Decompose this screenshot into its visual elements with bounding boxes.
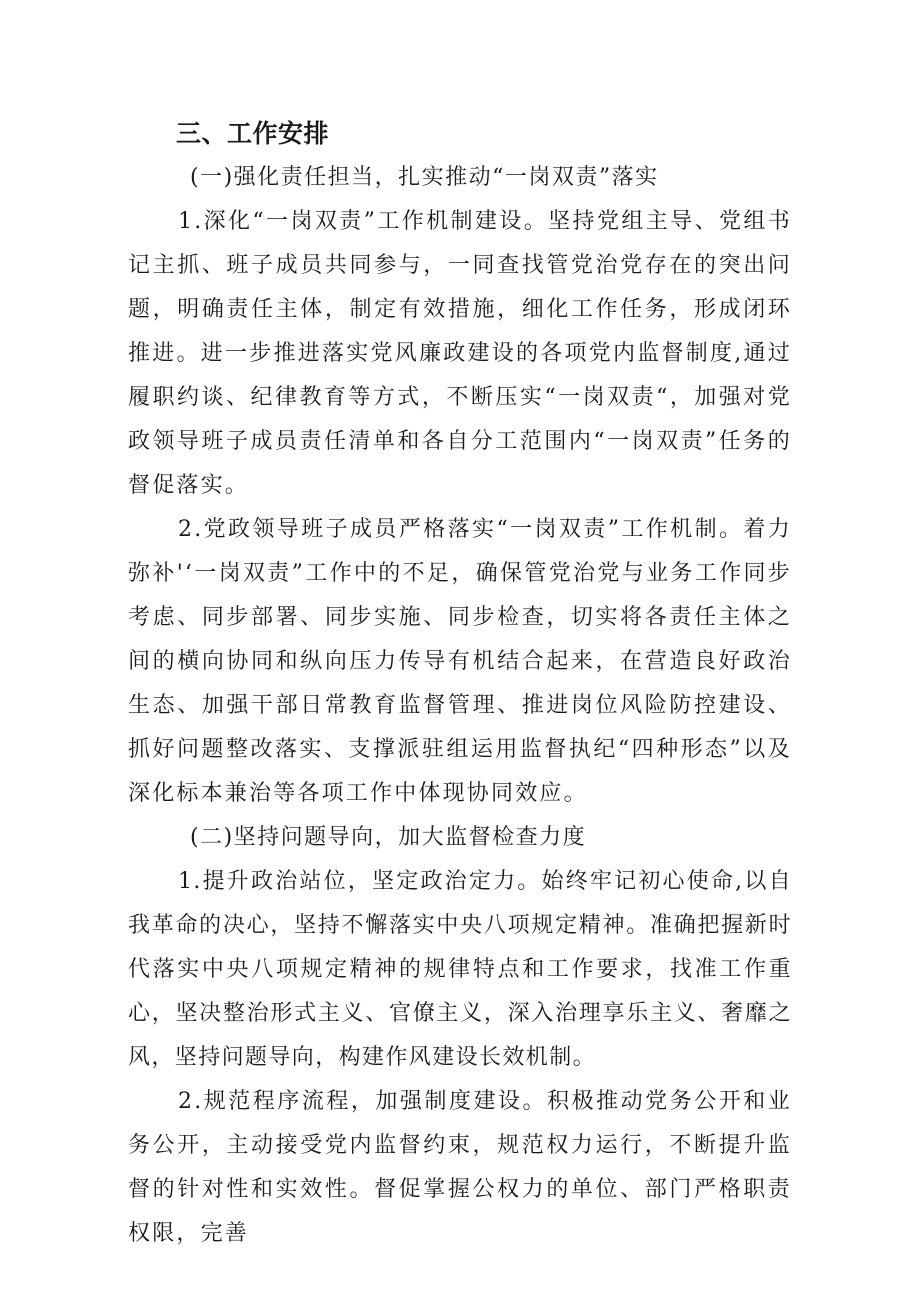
paragraph-1-1: 1.深化“一岗双责”工作机制建设。坚持党组主导、党组书记主抓、班子成员共同参与，一同查找管党治党存在的突出问题，明确责任主体，制定有效措施，细化工作任务，形成闭环推进。进一步推进落实党风廉政建设的各项党内监督制度,通过履职约谈、纪律教育等方式，不断压实“一岗双责“，加强对党政领导班子成员责任清单和各自分工范围内“一岗双责”任务的督促落实。 xyxy=(128,209,792,498)
paragraph-2-2: 2.规范程序流程，加强制度建设。积极推动党务公开和业务公开，主动接受党内监督约束，规范权力运行，不断提升监督的针对性和实效性。督促掌握公权力的单位、部门严格职责权限，完善 xyxy=(128,1089,792,1246)
subsection-heading-2: (二)坚持问题导向，加大监督检查力度 xyxy=(190,825,587,850)
section-title: 三、工作安排 xyxy=(176,119,330,148)
paragraph-1-2: 2.党政领导班子成员严格落实“一岗双责”工作机制。着力弥补'‘一岗双责”工作中的不足，确保管党治党与业务工作同步考虑、同步部署、同步实施、同步检查，切实将各责任主体之间的横向协同和纵向压力传导有机结合起来，在营造良好政治生态、加强干部日常教育监督管理、推进岗位风险防控建设、抓好问题整改落实、支撑派驻组运用监督执纪“四种形态”以及深化标本兼治等各项工作中体现协同效应。 xyxy=(128,517,792,806)
document-body xyxy=(128,112,792,1256)
paragraph-2-1: 1.提升政治站位，坚定政治定力。始终牢记初心使命,以自我革命的决心，坚持不懈落实中央八项规定精神。准确把握新时代落实中央八项规定精神的规律特点和工作要求，找准工作重心，坚决整治形式主义、官僚主义，深入治理享乐主义、奢靡之风，坚持问题导向，构建作风建设长效机制。 xyxy=(128,869,792,1070)
subsection-heading-1: (一)强化责任担当，扎实推动“一岗双责”落实 xyxy=(190,165,659,190)
